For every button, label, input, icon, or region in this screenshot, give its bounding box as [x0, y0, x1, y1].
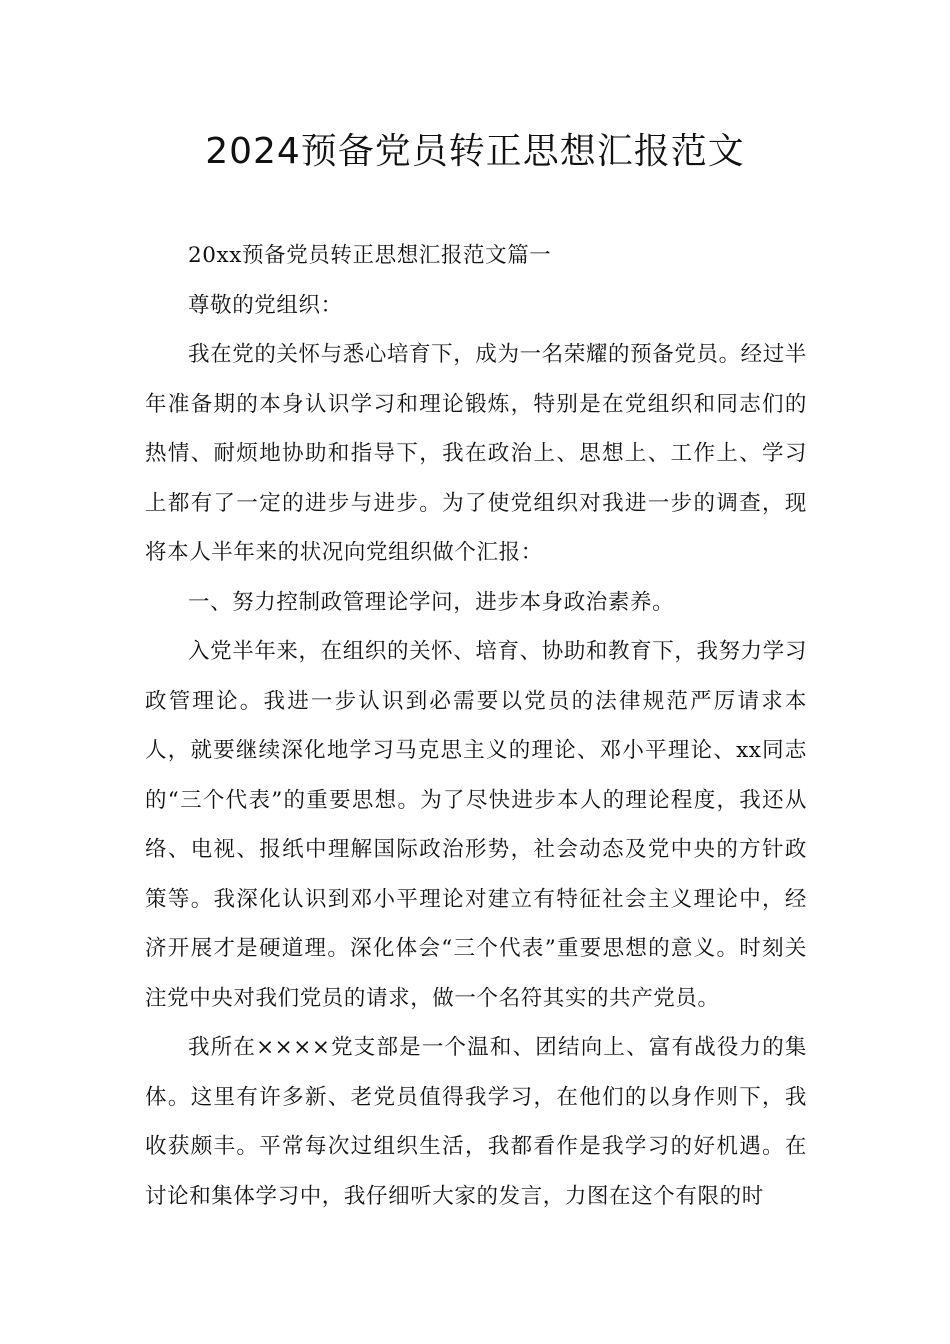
paragraph: 我在党的关怀与悉心培育下，成为一名荣耀的预备党员。经过半年准备期的本身认识学习和理论锻炼，特别是在党组织和同志们的热情、耐烦地协助和指导下，我在政治上、思想上、工作上、学习上都有了一定的进步与进步。为了使党组织对我进一步的调查，现将本人半年来的状况向党组织做个汇报： [145, 342, 807, 565]
section-heading: 20xx预备党员转正思想汇报范文篇一 [188, 243, 552, 268]
subheading: 一、努力控制政管理论学问，进步本身政治素养。 [188, 589, 675, 615]
document-body [145, 231, 807, 1221]
paragraph: 我所在××××党支部是一个温和、团结向上、富有战役力的集体。这里有许多新、老党员值得我学习，在他们的以身作则下，我收获颇丰。平常每次过组织生活，我都看作是我学习的好机遇。在讨论和集体学习中，我仔细听大家的发言，力图在这个有限的时 [145, 1035, 807, 1209]
document-title: 2024预备党员转正思想汇报范文 [205, 131, 745, 172]
paragraph: 入党半年来，在组织的关怀、培育、协助和教育下，我努力学习政管理论。我进一步认识到必需要以党员的法律规范严厉请求本人，就要继续深化地学习马克思主义的理论、邓小平理论、xx同志的“三个代表”的重要思想。为了尽快进步本人的理论程度，我还从络、电视、报纸中理解国际政治形势，社会动态及党中央的方针政策等。我深化认识到邓小平理论对建立有特征社会主义理论中，经济开展才是硬道理。深化体会“三个代表”重要思想的意义。时刻关注党中央对我们党员的请求，做一个名符其实的共产党员。 [145, 639, 807, 1011]
salutation: 尊敬的党组织： [188, 292, 343, 318]
